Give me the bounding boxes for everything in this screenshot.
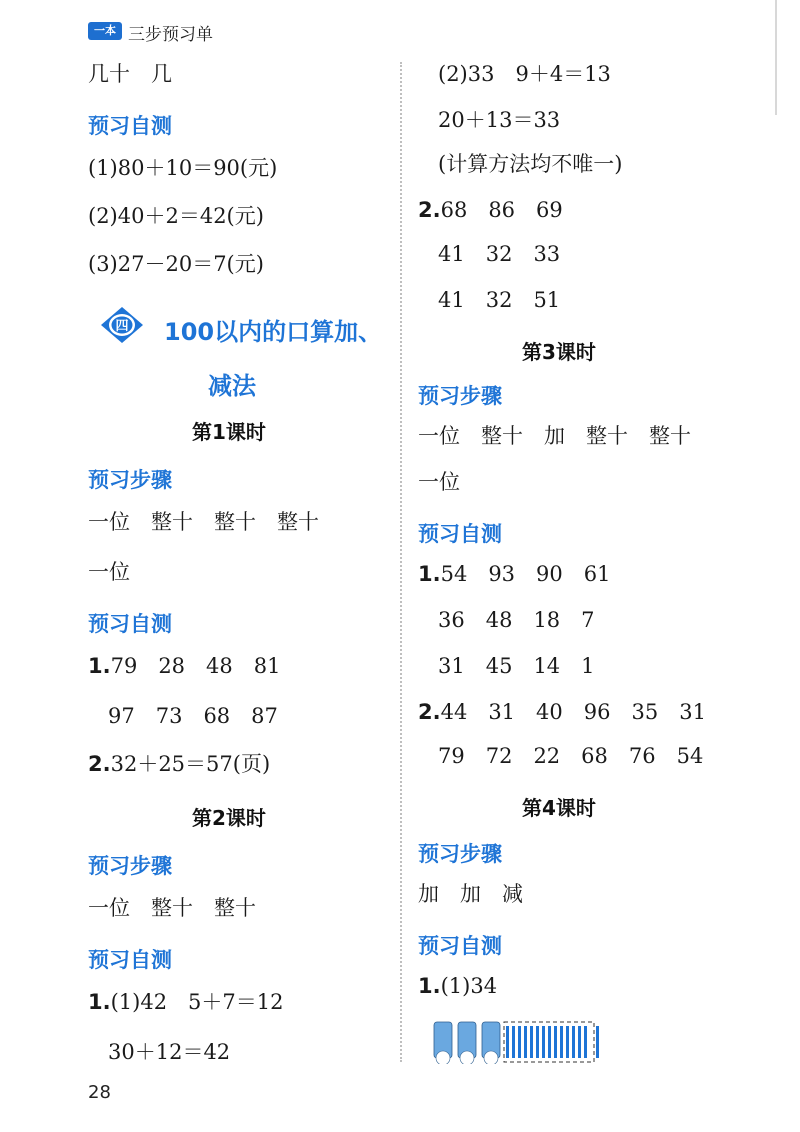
- header-title: 三步预习单: [128, 25, 213, 45]
- lesson-title: 第4课时: [522, 796, 596, 820]
- section-heading-self-test: 预习自测: [418, 934, 502, 958]
- answer-line: 31 45 14 1: [438, 654, 595, 678]
- brand-logo: 一本: [88, 22, 122, 40]
- unit-title-continued: 减法: [208, 372, 256, 400]
- answer-text: 44 31 40 96 35 31: [440, 700, 706, 724]
- answer-line: 一位: [88, 560, 130, 584]
- lesson-title: 第2课时: [192, 806, 266, 830]
- question-line: [88, 992, 284, 1013]
- answer-line: (2)33 9＋4＝13: [438, 62, 611, 86]
- section-heading-self-test: 预习自测: [418, 522, 502, 546]
- question-line: [418, 200, 563, 221]
- counting-sticks-illustration: [432, 1018, 602, 1064]
- unit-badge-label: 四: [115, 319, 129, 334]
- question-line: [88, 754, 270, 775]
- page-edge-line: [775, 0, 777, 115]
- answer-line: 41 32 33: [438, 242, 561, 266]
- answer-text: (1)42 5＋7＝12: [110, 990, 284, 1014]
- answer-note: (计算方法均不唯一): [438, 152, 623, 176]
- answer-text: 32＋25＝57(页): [110, 752, 271, 776]
- column-divider: [400, 62, 402, 1062]
- answer-line: 一位 整十 整十 整十: [88, 510, 319, 534]
- question-number: 2.: [418, 198, 441, 222]
- question-line: [418, 564, 610, 585]
- answer-line: 一位 整十 加 整十 整十: [418, 424, 691, 448]
- answer-line: 79 72 22 68 76 54: [438, 744, 704, 768]
- answer-line: (1)80＋10＝90(元): [88, 156, 278, 180]
- unit-badge-icon: [100, 306, 144, 344]
- answer-text: (1)34: [440, 974, 498, 998]
- section-heading-steps: 预习步骤: [88, 468, 172, 492]
- answer-line: 97 73 68 87: [108, 704, 278, 728]
- section-heading-steps: 预习步骤: [418, 842, 502, 866]
- question-line: [88, 656, 280, 677]
- answer-line: 36 48 18 7: [438, 608, 595, 632]
- answer-line: 加 加 减: [418, 882, 523, 906]
- question-number: 1.: [418, 974, 441, 998]
- answer-line: (3)27－20＝7(元): [88, 252, 264, 276]
- question-line: [418, 976, 497, 997]
- answer-line: 30＋12＝42: [108, 1040, 231, 1064]
- section-heading-self-test: 预习自测: [88, 612, 172, 636]
- page-number: 28: [88, 1082, 111, 1103]
- answer-line: (2)40＋2＝42(元): [88, 204, 264, 228]
- lesson-title: 第1课时: [192, 420, 266, 444]
- section-heading-steps: 预习步骤: [418, 384, 502, 408]
- section-heading-steps: 预习步骤: [88, 854, 172, 878]
- answer-text: 68 86 69: [440, 198, 563, 222]
- answer-line: 一位: [418, 470, 460, 494]
- section-heading-self-test: 预习自测: [88, 114, 172, 138]
- answer-line: 41 32 51: [438, 288, 561, 312]
- answer-line: 几十 几: [88, 62, 172, 86]
- answer-line: 一位 整十 整十: [88, 896, 256, 920]
- question-number: 2.: [88, 752, 111, 776]
- answer-line: 20＋13＝33: [438, 108, 561, 132]
- question-number: 1.: [88, 654, 111, 678]
- question-number: 1.: [418, 562, 441, 586]
- unit-title: 100以内的口算加、: [164, 318, 383, 346]
- question-line: [418, 702, 706, 723]
- lesson-title: 第3课时: [522, 340, 596, 364]
- question-number: 1.: [88, 990, 111, 1014]
- answer-text: 54 93 90 61: [440, 562, 611, 586]
- answer-text: 79 28 48 81: [110, 654, 281, 678]
- section-heading-self-test: 预习自测: [88, 948, 172, 972]
- question-number: 2.: [418, 700, 441, 724]
